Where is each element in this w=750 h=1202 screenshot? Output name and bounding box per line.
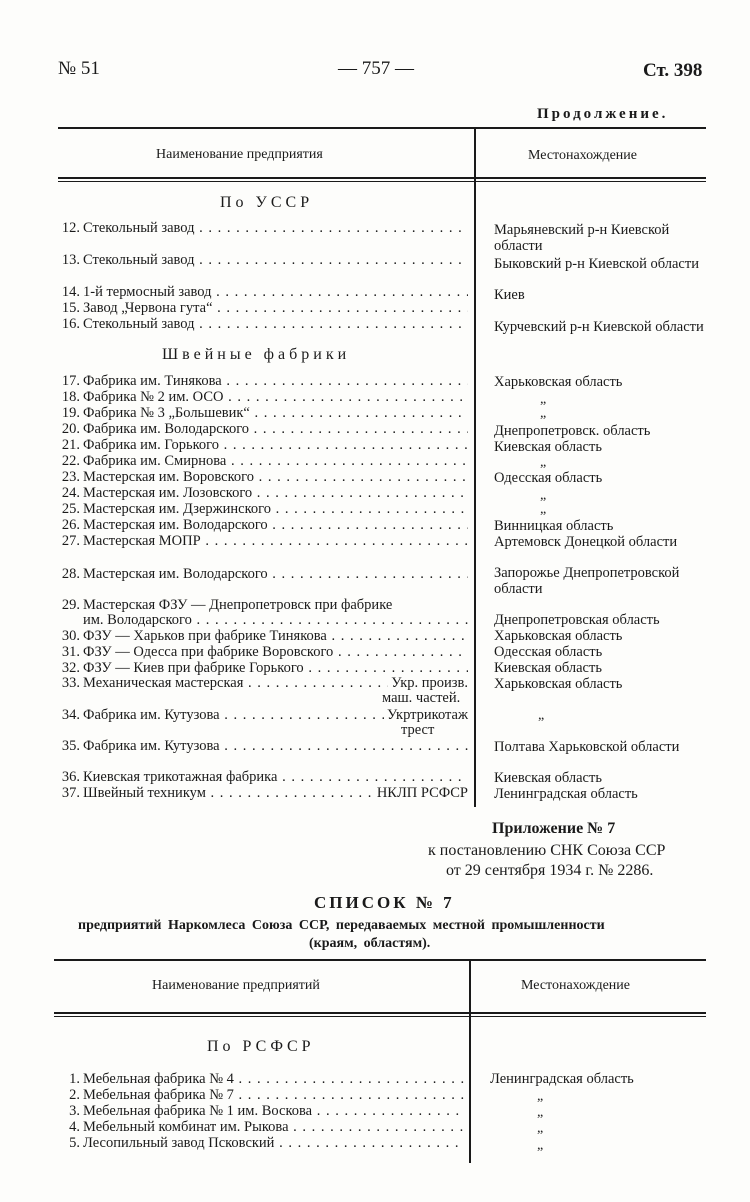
table-row <box>56 252 468 268</box>
appendix-line1: к постановлению СНК Союза ССР <box>428 842 666 859</box>
row-number: 36. <box>61 769 80 785</box>
table2-head-rule-b <box>54 1016 706 1017</box>
enterprise-name: ФЗУ — Киев при фабрике Горького . . . <box>83 660 468 676</box>
enterprise-name: Мебельная фабрика № 1 им. Воскова . . . <box>83 1103 464 1119</box>
row-number: 26. <box>61 517 80 533</box>
table-row <box>56 220 468 236</box>
row-number: 1. <box>69 1071 80 1087</box>
row-number: 16. <box>61 316 80 332</box>
table2-column-divider <box>469 961 471 1163</box>
enterprise-name-line2: им. Володарского . . . <box>83 612 468 628</box>
location: Марьяневский р-н Киевской области <box>494 222 670 254</box>
table-row <box>56 316 468 332</box>
table-row <box>56 660 468 676</box>
location: Киевская область <box>494 660 602 676</box>
row-number: 20. <box>61 421 80 437</box>
enterprise-name: ФЗУ — Харьков при фабрике Тинякова . . . <box>83 628 468 644</box>
row-number: 23. <box>61 469 80 485</box>
subordination: НКЛП РСФСР <box>374 785 468 801</box>
table-row <box>56 373 468 389</box>
table-row <box>56 738 468 754</box>
location: Харьковская область <box>494 628 623 644</box>
table-row <box>56 469 468 485</box>
table-row <box>56 675 468 691</box>
enterprise-name: Фабрика № 3 „Большевик“ . . . <box>83 405 468 421</box>
row-number: 32. <box>61 660 80 676</box>
enterprise-name: Швейный техникум . . . <box>83 785 468 801</box>
table-row <box>56 485 468 501</box>
enterprise-name: Мастерская им. Воровского . . . <box>83 469 468 485</box>
table2-head-rule-a <box>54 1012 706 1014</box>
table2-col2-header: Местонахождение <box>521 978 631 993</box>
row-number: 25. <box>61 501 80 517</box>
location: Одесская область <box>494 644 603 660</box>
table-row <box>56 405 468 421</box>
table-row <box>56 1071 464 1087</box>
row-number: 37. <box>61 785 80 801</box>
table-row <box>56 1135 464 1151</box>
enterprise-name: Фабрика № 2 им. ОСО . . . <box>83 389 468 405</box>
location: Артемовск Донецкой области <box>494 534 678 550</box>
row-number: 2. <box>69 1087 80 1103</box>
table1-col1-header: Наименование предприятия <box>156 147 323 162</box>
enterprise-name: Лесопильный завод Псковский . . . <box>83 1135 464 1151</box>
table-row <box>56 566 468 582</box>
table-row <box>56 453 468 469</box>
location: Полтава Харьковской области <box>494 739 680 755</box>
table-row-continuation <box>56 612 468 628</box>
enterprise-name: Мастерская им. Дзержинского . . . <box>83 501 468 517</box>
section-rsfsr: По РСФСР <box>207 1038 315 1055</box>
ditto-mark: „ <box>540 488 547 503</box>
article-number: Ст. 398 <box>643 60 703 81</box>
subordination-line2: маш. частей. <box>382 690 461 706</box>
row-number: 21. <box>61 437 80 453</box>
enterprise-name: Мебельный комбинат им. Рыкова . . . <box>83 1119 464 1135</box>
ditto-mark: „ <box>537 1138 544 1153</box>
table1-head-rule-b <box>58 181 706 182</box>
enterprise-name: Стекольный завод . . . <box>83 220 468 236</box>
list-subtitle-line1: предприятий Наркомлеса Союза ССР, передаваемых местной промышленности <box>78 918 605 933</box>
table-row <box>56 533 468 549</box>
section-ussr: По УССР <box>220 194 314 211</box>
row-number: 34. <box>61 707 80 723</box>
row-number: 31. <box>61 644 80 660</box>
table-row <box>56 421 468 437</box>
row-number: 19. <box>61 405 80 421</box>
row-number: 18. <box>61 389 80 405</box>
subordination: Укр. произв. <box>388 675 468 691</box>
appendix-line2: от 29 сентября 1934 г. № 2286. <box>446 862 654 879</box>
enterprise-name: Фабрика им. Тинякова . . . <box>83 373 468 389</box>
row-number: 33. <box>61 675 80 691</box>
appendix-title: Приложение № 7 <box>492 820 616 837</box>
table-row <box>56 300 468 316</box>
enterprise-name: Фабрика им. Володарского . . . <box>83 421 468 437</box>
ditto-mark: „ <box>537 1121 544 1136</box>
list-title: СПИСОК № 7 <box>314 893 455 912</box>
issue-number: № 51 <box>58 58 100 79</box>
table-row <box>56 785 468 801</box>
row-number: 14. <box>61 284 80 300</box>
table-row <box>56 517 468 533</box>
enterprise-name: Мастерская МОПР . . . <box>83 533 468 549</box>
row-number: 28. <box>61 566 80 582</box>
page-number: — 757 — <box>338 58 414 79</box>
row-number: 35. <box>61 738 80 754</box>
table-row <box>56 284 468 300</box>
enterprise-name: Мастерская им. Лозовского . . . <box>83 485 468 501</box>
ditto-mark: „ <box>540 392 547 407</box>
row-number: 12. <box>61 220 80 236</box>
section-sewing-factories: Швейные фабрики <box>162 346 351 363</box>
enterprise-name: Фабрика им. Кутузова . . . <box>83 707 468 723</box>
location: Харьковская область <box>494 676 623 692</box>
location: Ленинградская область <box>490 1071 634 1087</box>
table1-column-divider <box>474 129 476 807</box>
location: Днепропетровск. область <box>494 423 651 439</box>
enterprise-name: Мебельная фабрика № 7 . . . <box>83 1087 464 1103</box>
enterprise-name: ФЗУ — Одесса при фабрике Воровского . . . <box>83 644 468 660</box>
row-number: 29. <box>61 597 80 613</box>
location: Запорожье Днепропетровской области <box>494 565 680 597</box>
enterprise-name: Стекольный завод . . . <box>83 316 468 332</box>
table-row <box>56 1087 464 1103</box>
table-row <box>56 644 468 660</box>
table1-top-rule <box>58 127 706 129</box>
row-number: 5. <box>69 1135 80 1151</box>
table1-head-rule-a <box>58 177 706 179</box>
enterprise-name: Мастерская им. Володарского . . . <box>83 566 468 582</box>
table-row <box>56 437 468 453</box>
table-row <box>56 1103 464 1119</box>
enterprise-name: Мастерская ФЗУ — Днепропетровск при фабрике <box>83 597 393 613</box>
location: Ленинградская область <box>494 786 638 802</box>
row-number: 17. <box>61 373 80 389</box>
row-number: 4. <box>69 1119 80 1135</box>
enterprise-name: Фабрика им. Кутузова . . . <box>83 738 468 754</box>
row-number: 24. <box>61 485 80 501</box>
enterprise-name: Фабрика им. Горького . . . <box>83 437 468 453</box>
row-number: 27. <box>61 533 80 549</box>
table-row <box>56 769 468 785</box>
row-number: 15. <box>61 300 80 316</box>
table-row <box>56 628 468 644</box>
enterprise-name: Мастерская им. Володарского . . . <box>83 517 468 533</box>
ditto-mark: „ <box>540 406 547 421</box>
continuation-label: Продолжение. <box>537 106 669 122</box>
location: Одесская область <box>494 470 603 486</box>
enterprise-name: Завод „Червона гута“ . . . <box>83 300 468 316</box>
location: Киевская область <box>494 770 602 786</box>
row-number: 30. <box>61 628 80 644</box>
table2-top-rule <box>54 959 706 961</box>
location: Винницкая область <box>494 518 614 534</box>
enterprise-name: 1-й термосный завод . . . <box>83 284 468 300</box>
ditto-mark: „ <box>540 455 547 470</box>
enterprise-name: Фабрика им. Смирнова . . . <box>83 453 468 469</box>
table-row <box>56 597 468 613</box>
enterprise-name: Механическая мастерская . . . <box>83 675 468 691</box>
enterprise-name: Стекольный завод . . . <box>83 252 468 268</box>
list-subtitle-line2: (краям, областям). <box>309 936 431 951</box>
table1-col2-header: Местонахождение <box>528 148 638 163</box>
table-row <box>56 501 468 517</box>
enterprise-name: Киевская трикотажная фабрика . . . <box>83 769 468 785</box>
table2-col1-header: Наименование предприятий <box>152 978 320 993</box>
table-row <box>56 389 468 405</box>
ditto-mark: „ <box>538 708 545 723</box>
table-row <box>56 707 468 723</box>
location: Днепропетровская область <box>494 612 660 628</box>
subordination: Укртрикотаж <box>384 707 468 723</box>
subordination-line2: трест <box>401 722 435 738</box>
ditto-mark: „ <box>537 1105 544 1120</box>
table-row <box>56 1119 464 1135</box>
location: Харьковская область <box>494 374 623 390</box>
enterprise-name: Мебельная фабрика № 4 . . . <box>83 1071 464 1087</box>
row-number: 3. <box>69 1103 80 1119</box>
location: Быковский р-н Киевской области <box>494 256 699 272</box>
ditto-mark: „ <box>540 502 547 517</box>
row-number: 22. <box>61 453 80 469</box>
row-number: 13. <box>61 252 80 268</box>
ditto-mark: „ <box>537 1089 544 1104</box>
location: Киевская область <box>494 439 602 455</box>
location: Курчевский р-н Киевской области <box>494 319 704 335</box>
location: Киев <box>494 287 525 303</box>
